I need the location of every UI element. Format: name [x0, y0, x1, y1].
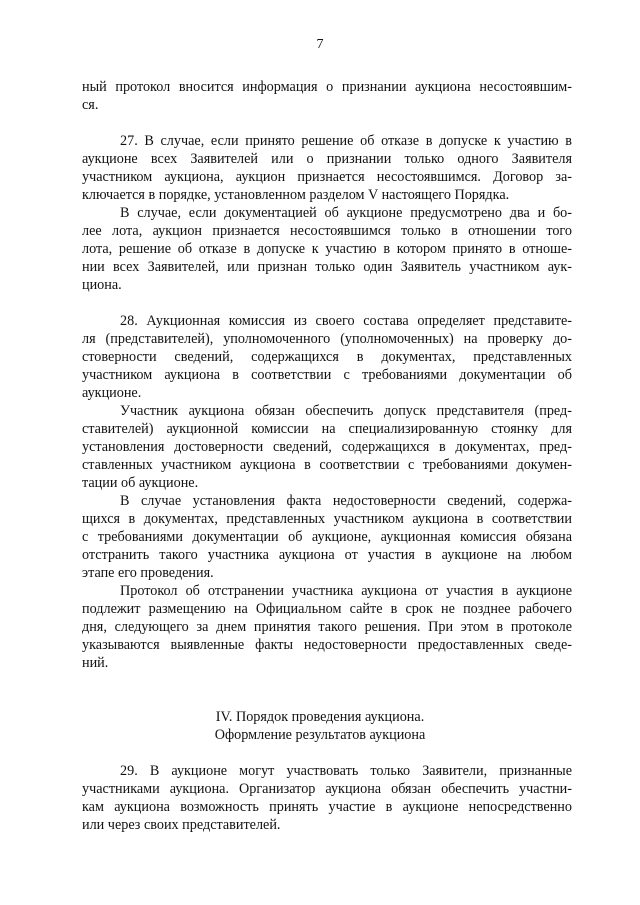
text-line: отстранить такого участника аукциона от участия в аукционе на любом [82, 547, 572, 563]
section-heading-line: IV. Порядок проведения аукциона. [215, 709, 425, 725]
text-line: участником аукциона, аукцион признается несостоявшимся. Договор за- [82, 169, 572, 185]
text-line: этапе его проведения. [82, 565, 214, 581]
text-line: 28. Аукционная комиссия из своего состава определяет представите- [120, 313, 572, 329]
text-line: ний. [82, 655, 109, 671]
text-line: нии всех Заявителей, или признан только один Заявитель участником аук- [82, 259, 572, 275]
text-line: подлежит размещению на Официальном сайте в срок не позднее рабочего [82, 601, 572, 617]
text-line: ся. [82, 97, 99, 113]
text-line: кам аукциона возможность принять участие в аукционе непосредственно [82, 799, 572, 815]
section-heading-line: Оформление результатов аукциона [214, 727, 426, 743]
text-line: аукционе. [82, 385, 142, 401]
text-line: В случае установления факта недостоверности сведений, содержа- [120, 493, 572, 509]
text-line: стоверности сведений, содержащихся в документах, представленных [82, 349, 572, 365]
text-line: участниками аукциона. Организатор аукциона обязан обеспечить участни- [82, 781, 572, 797]
text-line: аукционе всех Заявителей или о признании только одного Заявителя [82, 151, 572, 167]
text-line: лее лота, аукцион признается несостоявшимся только в отношении того [82, 223, 572, 239]
text-line: ля (представителей), уполномоченного (уполномоченных) на проверку до- [82, 331, 572, 347]
text-line: указываются выявленные факты недостоверности предоставленных сведе- [82, 637, 572, 653]
text-line: лота, решение об отказе в допуске к участию в котором принято в отноше- [82, 241, 572, 257]
text-line: участником аукциона в соответствии с требованиями документации об [82, 367, 572, 383]
text-line: или через своих представителей. [82, 817, 281, 833]
text-line: ставленных участником аукциона в соответствии с требованиями докумен- [82, 457, 572, 473]
text-line: ставителей) аукционной комиссии на специализированную стоянку для [82, 421, 572, 437]
text-line: Протокол об отстранении участника аукциона от участия в аукционе [120, 583, 572, 599]
text-line: Участник аукциона обязан обеспечить допуск представителя (пред- [120, 403, 572, 419]
text-line: установления достоверности сведений, содержащихся в документах, пред- [82, 439, 572, 455]
text-line: дня, следующего за днем принятия такого решения. При этом в протоколе [82, 619, 572, 635]
text-line: 29. В аукционе могут участвовать только Заявители, признанные [120, 763, 572, 779]
text-line: с требованиями документации об аукционе, аукционная комиссия обязана [82, 529, 572, 545]
text-line: тации об аукционе. [82, 475, 199, 491]
text-line: ный протокол вносится информация о признании аукциона несостоявшим- [82, 79, 572, 95]
text-line: ключается в порядке, установленном разделом V настоящего Порядка. [82, 187, 510, 203]
text-line: 27. В случае, если принято решение об отказе в допуске к участию в [120, 133, 572, 149]
text-line: щихся в документах, представленных участником аукциона в соответствии [82, 511, 572, 527]
text-line: циона. [82, 277, 122, 293]
page-number: 7 [316, 37, 324, 52]
text-line: В случае, если документацией об аукционе предусмотрено два и бо- [120, 205, 572, 221]
